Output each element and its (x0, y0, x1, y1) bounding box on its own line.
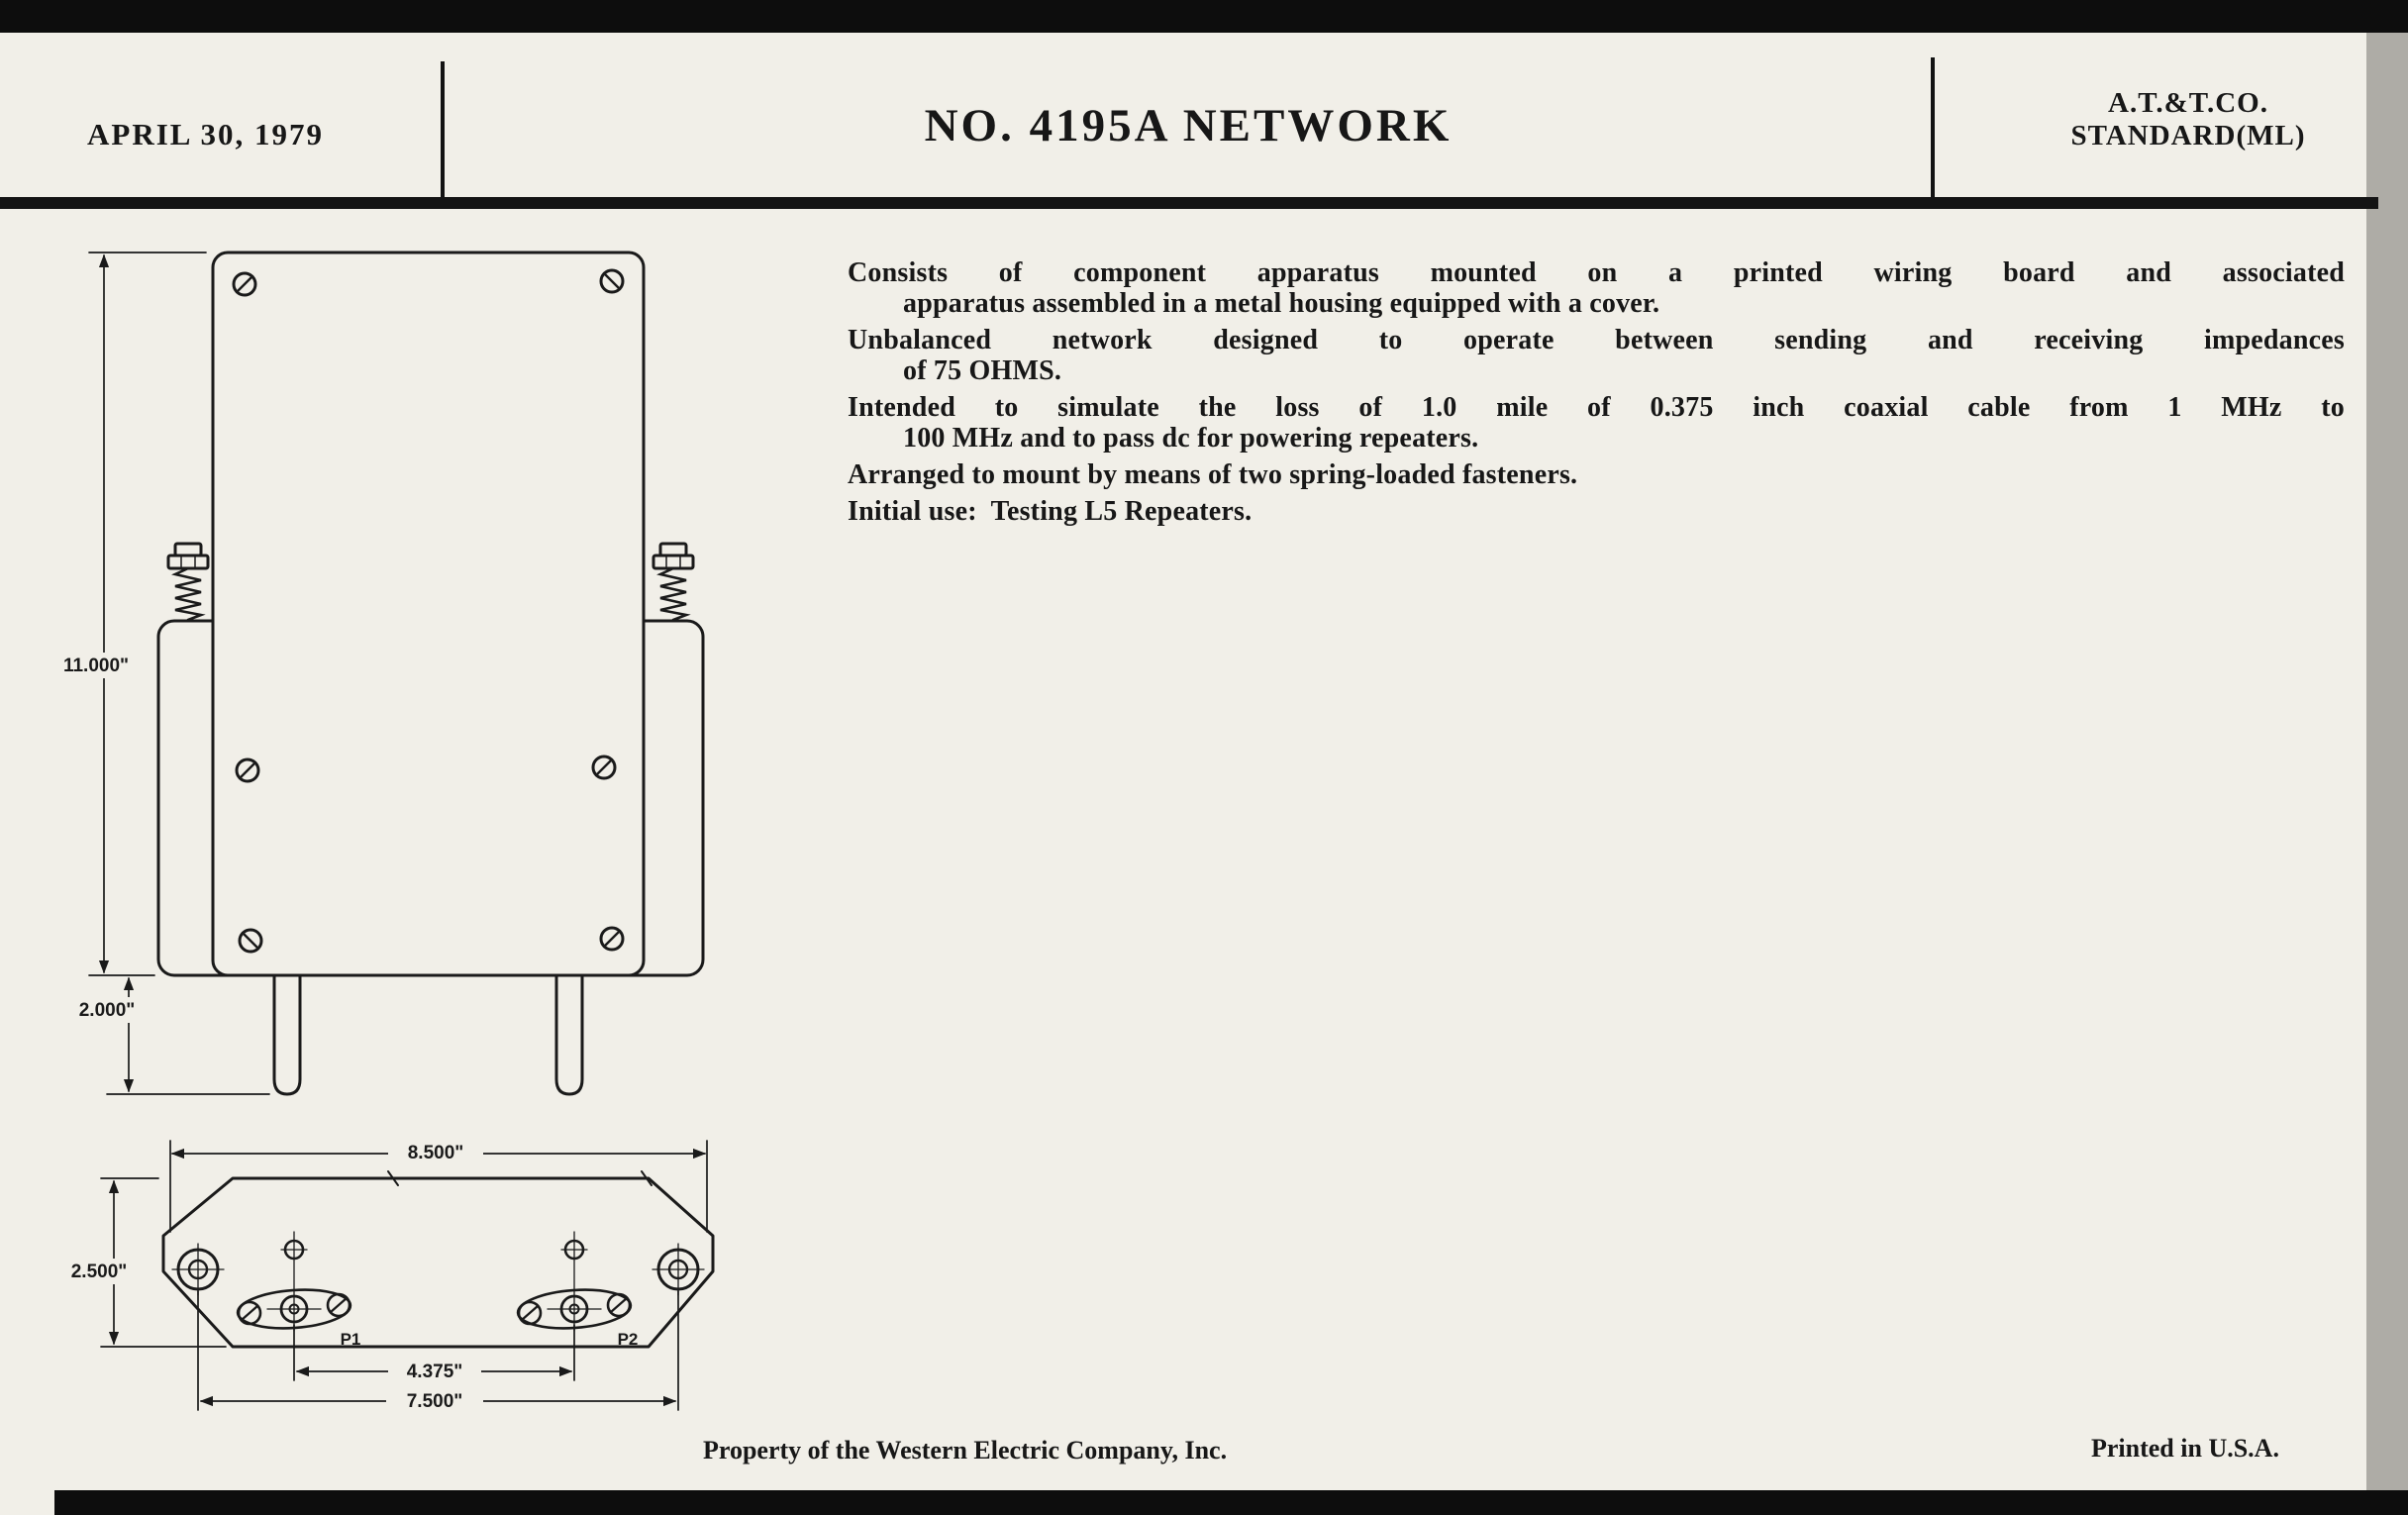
scan-edge-bottom (54, 1490, 2408, 1515)
document-date: APRIL 30, 1979 (87, 117, 324, 152)
description-line: Intended to simulate the loss of 1.0 mile of 0.375 inch coaxial cable from 1 MHz to (848, 392, 2345, 423)
front-view (51, 252, 703, 1094)
org-line2: STANDARD(ML) (2070, 120, 2306, 152)
page-title: NO. 4195A NETWORK (924, 100, 1453, 152)
dim-pins-label: 2.000" (78, 1000, 136, 1021)
org-line1: A.T.&T.CO. (2108, 87, 2268, 119)
connector-p1-label: P1 (340, 1330, 361, 1349)
org-block (2010, 87, 2366, 152)
dim-depth-label: 2.500" (70, 1262, 128, 1282)
description-line: Arranged to mount by means of two spring-loaded fasteners. (848, 459, 1578, 490)
description-line: 100 MHz and to pass dc for powering repeaters. (903, 423, 1479, 454)
description-line: of 75 OHMS. (903, 355, 1062, 386)
description-line: apparatus assembled in a metal housing equipped with a cover. (903, 288, 1660, 319)
spring-fastener-right (653, 544, 693, 620)
description-line: Unbalanced network designed to operate between sending and receiving impedances (848, 325, 2345, 355)
description-paragraph (848, 325, 2345, 386)
description-line: Consists of component apparatus mounted on a printed wiring board and associated (848, 257, 2345, 288)
contact-pins (274, 976, 582, 1094)
scan-edge-right (2366, 33, 2408, 1490)
cover (213, 252, 644, 975)
header-rule (0, 197, 2378, 209)
scan-edge-top (0, 0, 2408, 33)
dim-connector-spacing-label: 4.375" (406, 1362, 463, 1382)
connector-p2-label: P2 (617, 1330, 639, 1349)
description-paragraph (848, 496, 2345, 527)
description (848, 257, 2345, 533)
dim-height-label: 11.000" (62, 656, 130, 676)
description-paragraph (848, 257, 2345, 319)
spring-fastener-left (168, 544, 208, 620)
dim-width-label: 8.500" (407, 1143, 464, 1163)
description-paragraph (848, 459, 2345, 490)
footer-printed: Printed in U.S.A. (2091, 1434, 2279, 1463)
description-line: Initial use: Testing L5 Repeaters. (848, 496, 1253, 527)
bottom-view (57, 1140, 713, 1414)
technical-drawing (40, 238, 772, 1465)
footer-property: Property of the Western Electric Company, Inc. (703, 1436, 1228, 1464)
header-divider-right (1931, 57, 1935, 200)
header-divider-left (441, 61, 445, 205)
dim-mounting-spacing-label: 7.500" (406, 1391, 463, 1412)
description-paragraph (848, 392, 2345, 454)
